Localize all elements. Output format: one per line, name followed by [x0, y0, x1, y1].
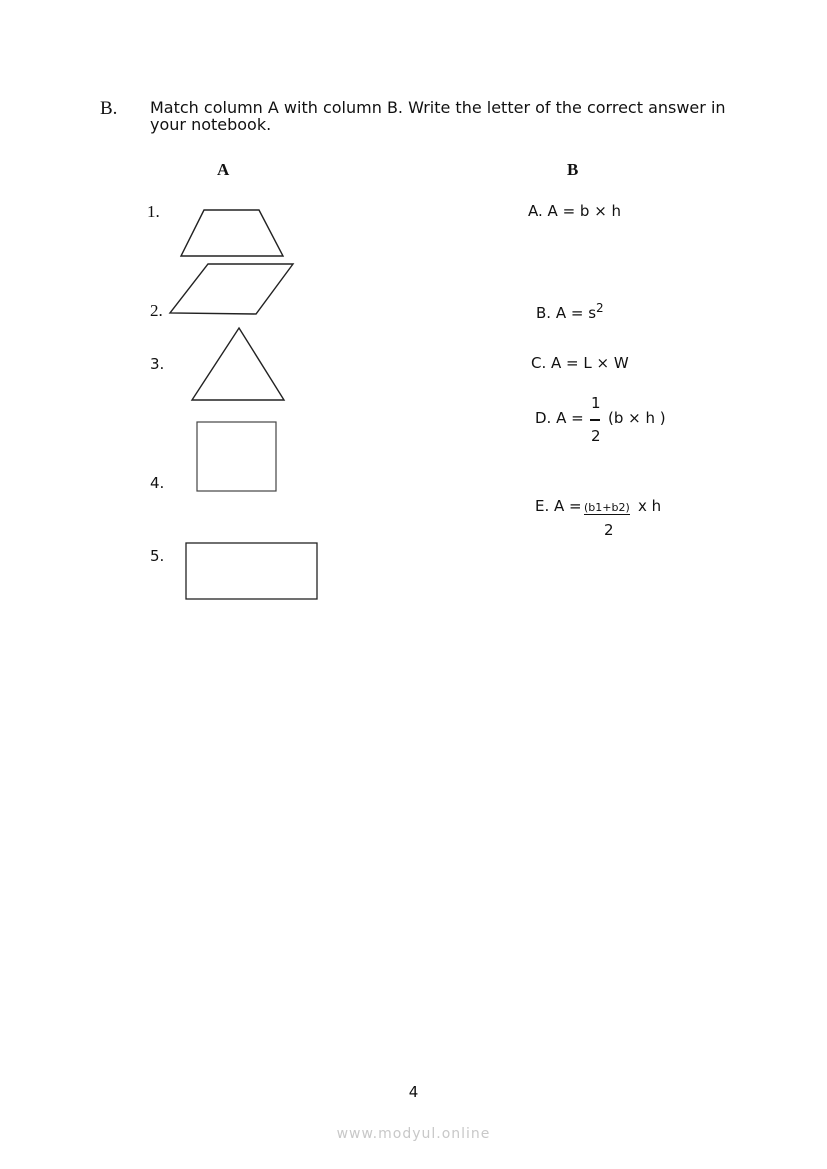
item-number-3: 3. [150, 355, 165, 373]
answer-a: A. A = b × h [528, 202, 622, 220]
watermark: www.modyul.online [336, 1126, 491, 1142]
instructions-text: Match column A with column B. Write the letter of the correct answer in your notebook. [150, 98, 726, 134]
parallelogram-shape [165, 258, 300, 323]
square-shape [190, 415, 285, 500]
item-number-5: 5. [150, 547, 165, 565]
section-letter: B. [100, 98, 118, 119]
answer-e-prefix: E. A = [535, 497, 582, 515]
answer-d-prefix: D. A = [535, 409, 584, 427]
column-b-header: B [567, 160, 579, 179]
answer-e-numerator: (b1+b2) [584, 501, 630, 514]
answer-e-suffix: x h [638, 497, 662, 515]
answer-d-fraction-bar [590, 419, 600, 421]
answer-b-formula: B. A = s [536, 304, 597, 322]
item-number-4: 4. [150, 474, 165, 492]
answer-c: C. A = L × W [531, 354, 629, 372]
item-number-1: 1. [147, 202, 160, 221]
answer-d-numerator: 1 [591, 394, 601, 412]
answer-d-suffix: (b × h ) [608, 409, 666, 427]
triangle-shape [185, 322, 295, 407]
answer-b [536, 301, 604, 322]
answer-b-exponent: 2 [596, 301, 604, 315]
answer-d-denominator: 2 [591, 427, 601, 445]
answer-e-denominator: 2 [604, 521, 614, 539]
rectangle-shape [180, 537, 325, 607]
page-number: 4 [408, 1083, 419, 1101]
item-number-2: 2. [150, 301, 163, 320]
column-a-header: A [217, 160, 230, 179]
